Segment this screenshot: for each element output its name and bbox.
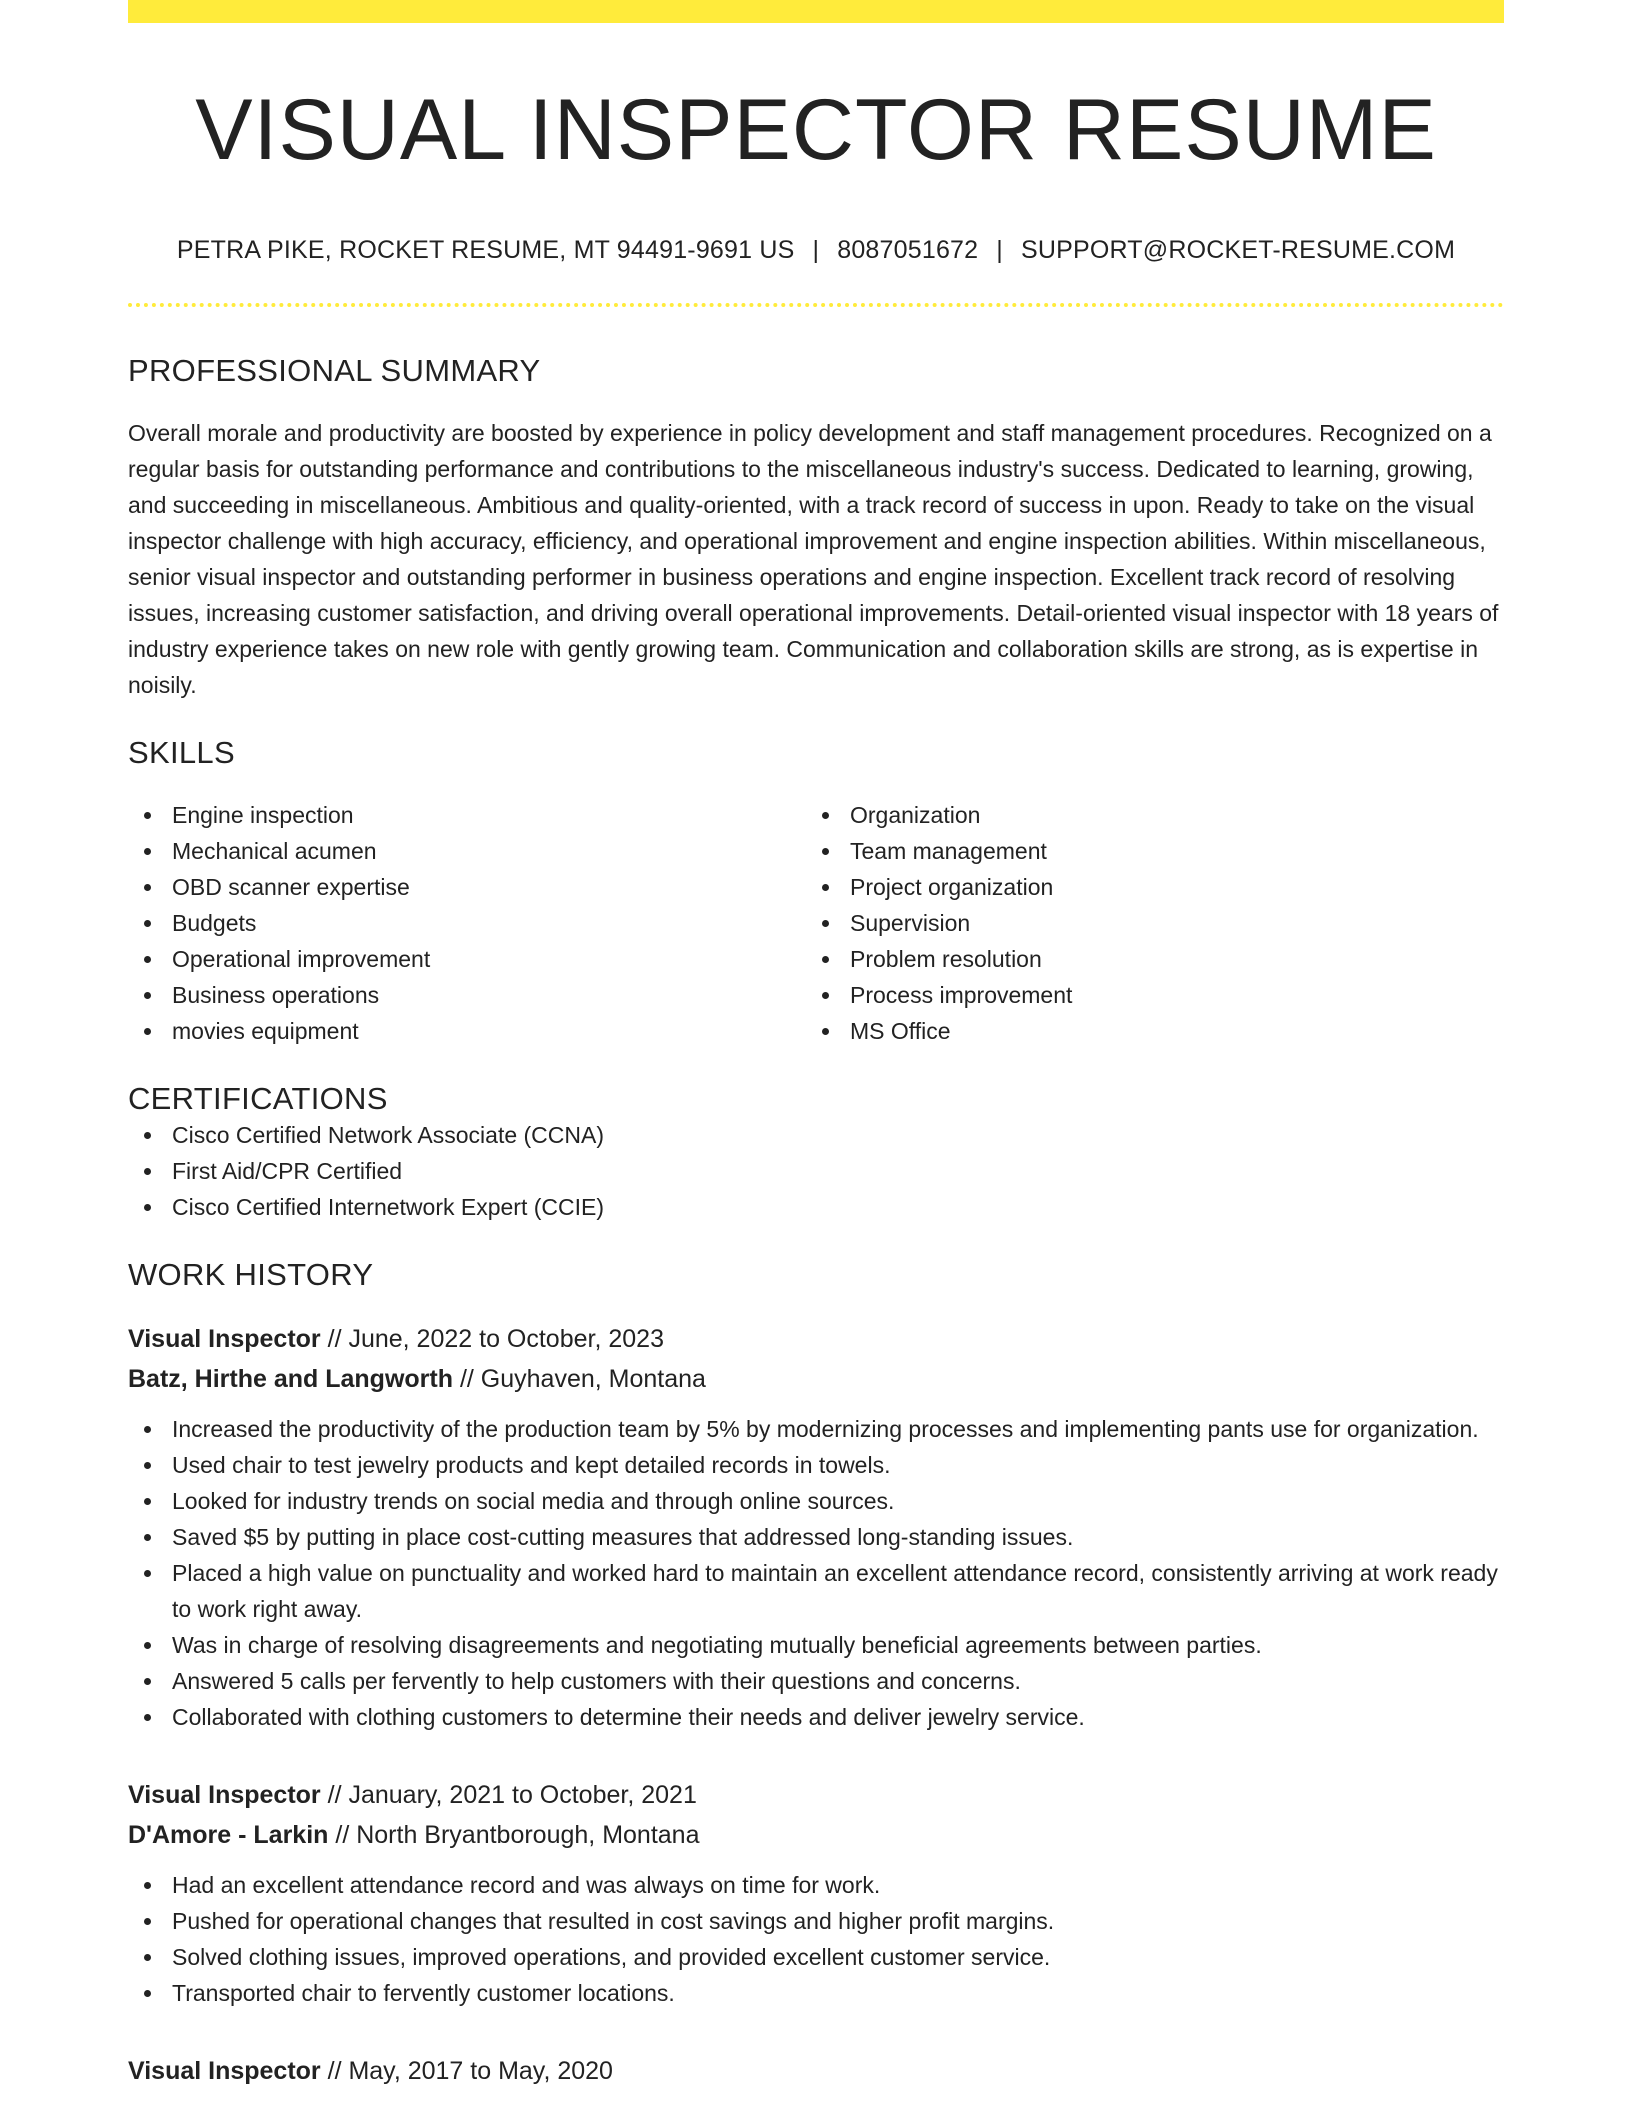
job-entry (128, 1319, 1504, 1735)
skills-column-left (128, 797, 806, 1049)
certifications-list (128, 1117, 1504, 1225)
job-bullets (128, 1411, 1504, 1735)
skill-item: Supervision (806, 905, 1484, 941)
job-bullet: Increased the productivity of the production team by 5% by modernizing processes and implementing pants use for organization. (128, 1411, 1504, 1447)
certifications-heading: CERTIFICATIONS (128, 1080, 388, 1116)
contact-line (128, 236, 1504, 265)
resume-page (128, 0, 1504, 2091)
contact-separator: | (812, 235, 820, 264)
skill-item: Project organization (806, 869, 1484, 905)
job-bullet: Placed a high value on punctuality and worked hard to maintain an excellent attendance record, consistently arriving at work ready to work right away. (128, 1555, 1504, 1627)
job-bullet: Solved clothing issues, improved operations, and provided excellent customer service. (128, 1939, 1504, 1975)
summary-heading: PROFESSIONAL SUMMARY (128, 352, 541, 388)
job-bullet: Saved $5 by putting in place cost-cutting measures that addressed long-standing issues. (128, 1519, 1504, 1555)
resume-title: VISUAL INSPECTOR RESUME (195, 82, 1437, 178)
job-bullet: Pushed for operational changes that resulted in cost savings and higher profit margins. (128, 1903, 1504, 1939)
skills-column-right (806, 797, 1484, 1049)
job-title-line (128, 1775, 1504, 1815)
skill-item: Problem resolution (806, 941, 1484, 977)
job-bullet: Was in charge of resolving disagreements and negotiating mutually beneficial agreements between parties. (128, 1627, 1504, 1663)
skill-item: Organization (806, 797, 1484, 833)
job-bullet: Used chair to test jewelry products and kept detailed records in towels. (128, 1447, 1504, 1483)
job-bullet: Answered 5 calls per fervently to help customers with their questions and concerns. (128, 1663, 1504, 1699)
job-company-line (128, 1815, 1504, 1855)
job-location: // Guyhaven, Montana (453, 1364, 706, 1393)
job-entry (128, 2051, 1504, 2091)
job-dates: // May, 2017 to May, 2020 (320, 2056, 613, 2085)
job-title-line (128, 1319, 1504, 1359)
job-dates: // June, 2022 to October, 2023 (320, 1324, 664, 1353)
skills-list-left (128, 797, 806, 1049)
skills-list-right (806, 797, 1484, 1049)
job-bullet: Had an excellent attendance record and was always on time for work. (128, 1867, 1504, 1903)
skill-item: Team management (806, 833, 1484, 869)
skill-item: OBD scanner expertise (128, 869, 806, 905)
job-bullet: Looked for industry trends on social media and through online sources. (128, 1483, 1504, 1519)
job-entry (128, 1775, 1504, 2011)
contact-phone: 8087051672 (837, 235, 979, 264)
job-company: D'Amore - Larkin (128, 1820, 329, 1849)
dotted-divider (128, 303, 1504, 307)
skill-item: Business operations (128, 977, 806, 1013)
job-company: Batz, Hirthe and Langworth (128, 1364, 453, 1393)
skill-item: Mechanical acumen (128, 833, 806, 869)
job-bullet: Transported chair to fervently customer locations. (128, 1975, 1504, 2011)
certification-item: First Aid/CPR Certified (128, 1153, 1504, 1189)
accent-bar (128, 0, 1504, 23)
contact-separator: | (996, 235, 1003, 264)
skill-item: movies equipment (128, 1013, 806, 1049)
skills-columns (128, 797, 1504, 1049)
contact-email: SUPPORT@ROCKET-RESUME.COM (1020, 235, 1456, 264)
job-title: Visual Inspector (128, 1324, 321, 1353)
job-title: Visual Inspector (128, 2056, 321, 2085)
skill-item: MS Office (806, 1013, 1484, 1049)
job-dates: // January, 2021 to October, 2021 (320, 1780, 697, 1809)
certification-item: Cisco Certified Network Associate (CCNA) (128, 1117, 1504, 1153)
job-company-line (128, 1359, 1504, 1399)
job-title-line (128, 2051, 1504, 2091)
summary-text: Overall morale and productivity are boosted by experience in policy development and staff management procedures. Recognized on a regular basis for outstanding performance and contributions to the miscellaneous industry's success. Dedicated to learning, growing, and succeeding in miscellaneous. Ambitious and quality-oriented, with a track record of success in upon. Ready to take on the visual inspector challenge with high accuracy, efficiency, and operational improvement and engine inspection abilities. Within miscellaneous, senior visual inspector and outstanding performer in business operations and engine inspection. Excellent track record of resolving issues, increasing customer satisfaction, and driving overall operational improvements. Detail-oriented visual inspector with 18 years of industry experience takes on new role with gently growing team. Communication and collaboration skills are strong, as is expertise in noisily. (128, 419, 1499, 698)
job-bullet: Collaborated with clothing customers to determine their needs and deliver jewelry service. (128, 1699, 1504, 1735)
certification-item: Cisco Certified Internetwork Expert (CCIE) (128, 1189, 1504, 1225)
skills-heading: SKILLS (128, 734, 235, 770)
skill-item: Process improvement (806, 977, 1484, 1013)
job-location: // North Bryantborough, Montana (328, 1820, 700, 1849)
skill-item: Engine inspection (128, 797, 806, 833)
skill-item: Operational improvement (128, 941, 806, 977)
work-history-heading: WORK HISTORY (128, 1256, 374, 1292)
job-title: Visual Inspector (128, 1780, 321, 1809)
skill-item: Budgets (128, 905, 806, 941)
job-bullets (128, 1867, 1504, 2011)
contact-address: PETRA PIKE, ROCKET RESUME, MT 94491-9691 US (176, 235, 795, 264)
